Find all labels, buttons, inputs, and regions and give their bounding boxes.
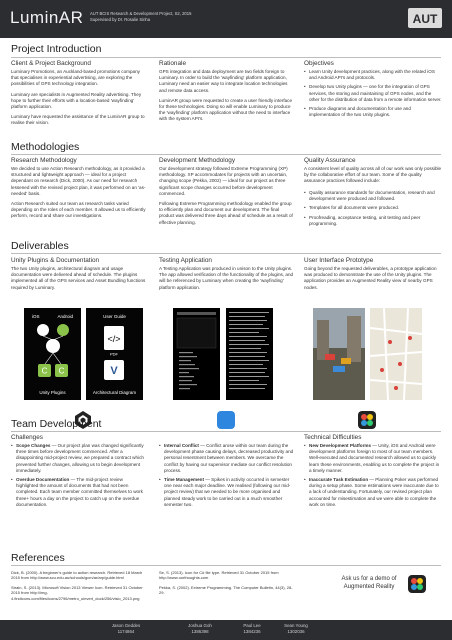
- list-item: • Learn Unity development practices, along with the related iOS and Android API's and protocols.: [304, 69, 442, 81]
- list-item: [304, 477, 442, 508]
- challenge-keyword: Internal Conflict: [164, 443, 199, 448]
- development-paragraph: Our development strategy followed Extreme Programming (XP) methodology. XP accommodates for projects with an uncertain, changing scope (Pekka, 2002) — ideal for our project as three significant scope changes occurred before development commenced.: [159, 166, 288, 196]
- ar-app-icon: [358, 411, 376, 429]
- ar-demo-app-icon[interactable]: [408, 575, 426, 593]
- map-view-screenshot: [370, 308, 422, 400]
- quality-list: [304, 190, 442, 230]
- research-text: [11, 166, 146, 224]
- team-member: [96, 623, 156, 635]
- challenge-text: — Our project plan was changed significantly three times before development commenced. After a disappointing mid-project review, we prepared a contract which prevented further changes, allowing us to begin development immediately.: [16, 443, 144, 473]
- member-name: Joshua Goh: [188, 623, 212, 628]
- svg-text:V: V: [110, 365, 118, 377]
- list-item: • Templates for all documents were produced.: [304, 205, 442, 211]
- quality-heading: Quality Assurance: [304, 157, 356, 164]
- rationale-text: [159, 69, 294, 127]
- section-title-team: Team Development: [11, 418, 102, 430]
- section-title-deliverables: Deliverables: [11, 240, 69, 252]
- list-item: [159, 443, 297, 474]
- divider: [11, 154, 441, 155]
- ar-street-scene-icon: [313, 308, 365, 400]
- list-item: [159, 477, 297, 508]
- research-paragraph: Action Research suited our team as research tasks varied depending on the roles of each member. It allowed us to efficiently perform, record and share our investigations.: [11, 201, 146, 219]
- challenges-list-2: [159, 443, 297, 511]
- architectural-diagram-label: Architectural Diagram: [92, 390, 137, 395]
- document-icon: [100, 326, 128, 386]
- testing-app-log-screenshot: [226, 308, 273, 400]
- quality-intro: A consistent level of quality across all of our work was only possible by the collaborative effort of our team. Some of the quality assurance practices followed include:: [304, 166, 442, 184]
- divider: [11, 253, 441, 254]
- ar-app-glyph-icon: [358, 411, 376, 429]
- prototype-heading: User Interface Prototype: [304, 257, 374, 264]
- section-title-references: References: [11, 552, 65, 564]
- subtitle-line-2: Supervised by Dr. Rosalie Sinha: [90, 17, 151, 22]
- brand-title: LuminAR: [10, 8, 84, 27]
- header-bar: [0, 0, 452, 38]
- research-paragraph: We decided to use Action Research methodology, as it provided a structured and lightweight approach — ideal for a project dependant on research (Dick, 2000). As our need for research lessened with the revised project plan, it was performed on an 'as-needed' basis.: [11, 166, 146, 196]
- testing-text: A Testing Application was produced in unison to the Unity plugins. The app allowed verification of the functionality of the plugins, and will be referenced by Luminary when creating the 'wayfinding' platform application.: [159, 266, 294, 290]
- development-paragraph: Following Extreme Programming methodology enabled the group to efficiently plan and document our development. The final product was delivered three days ahead of schedule as a result of effective planning.: [159, 201, 293, 225]
- svg-text:C: C: [41, 366, 48, 376]
- challenge-text: — Spikes in activity occurred in semester one near each major deadline. We realised (following our mid-project review) that we needed to be more organised and planned steady work to be carried out in a much smoother semester two.: [164, 477, 291, 507]
- objectives-list: [304, 69, 442, 121]
- challenge-keyword: Scope Changes: [16, 443, 51, 448]
- challenge-keyword: Overdue Documentation: [16, 477, 70, 483]
- ios-label: iOS: [32, 314, 40, 319]
- svg-text:C: C: [58, 366, 65, 376]
- member-name: Sean Young: [284, 623, 308, 628]
- member-id: 1384236: [243, 629, 261, 634]
- divider: [11, 431, 441, 432]
- testing-app-screenshot: [173, 308, 220, 400]
- unity-plugins-label: Unity Plugins: [39, 390, 66, 395]
- technical-text: — Planning Poker was performed during a setup phase. Some estimations were inaccurate due to a lack of understanding. Fortunately, our revised project plan accounted for misestimation and we were able to complete the work on time.: [309, 477, 439, 507]
- technical-keyword: Inaccurate Task Estimation: [309, 477, 369, 483]
- list-item: • Develop two Unity plugins — one for the integration of GPS services, the storing and maintaining of GPS nodes, and the other for the distribution of data from a remote information server.: [304, 84, 442, 103]
- plugins-heading: Unity Plugins & Documentation: [11, 257, 100, 264]
- testing-heading: Testing Application: [159, 257, 212, 264]
- reference-item: Strain, S. (2013). Microsoft Vision 2013 Viewer Icon. Retrieved 31 October 2015 from http://img-4.findicons.com/files/icons/2796/metro_uinvert_dock/256/visio_2013.png: [11, 584, 143, 601]
- background-paragraph: Luminary are specialists in Augmented Reality advertising. They hope to further their efforts with a location-based 'wayfinding' platform application.: [11, 91, 142, 110]
- list-item: [11, 477, 146, 508]
- unity-plugins-panel: [24, 308, 81, 400]
- user-guide-label: User Guide: [103, 314, 126, 319]
- rationale-heading: Rationale: [159, 60, 187, 67]
- documentation-panel: [86, 308, 143, 400]
- research-heading: Research Methodology: [11, 157, 77, 164]
- reference-item: Pekka, S. (2002). Extreme Programming. The Computer Bulletin, 44(3), 28-29.: [159, 584, 293, 596]
- member-id: 1386398: [191, 629, 209, 634]
- challenges-heading: Challenges: [11, 434, 43, 441]
- pdf-label: PDF: [110, 351, 118, 357]
- project-subtitle: [90, 11, 270, 23]
- member-id: 1174864: [117, 629, 135, 634]
- technical-heading: Technical Difficulties: [304, 434, 362, 441]
- section-title-methodologies: Methodologies: [11, 141, 80, 153]
- background-heading: Client & Project Background: [11, 60, 91, 67]
- development-text: [159, 166, 294, 230]
- references-col-1: [11, 570, 151, 605]
- list-item: [304, 443, 442, 474]
- ar-view-screenshot: [313, 308, 365, 400]
- challenge-text: — Conflict arose within our team during the development phase causing delays, decreased productivity and personal resentment between members. We overcame the conflict by having our supervisor mediate our conflict resolution process.: [164, 443, 294, 473]
- divider: [11, 57, 441, 58]
- objectives-heading: Objectives: [304, 60, 334, 67]
- background-text: [11, 69, 146, 131]
- demo-callout: Ask us for a demo of Augmented Reality: [341, 576, 397, 590]
- subtitle-line-1: AUT BCIS Research & Development Project, S2, 2015: [90, 11, 192, 16]
- technical-list: [304, 443, 442, 511]
- references-col-2: [159, 570, 297, 600]
- map-icon: [370, 308, 422, 400]
- aut-logo-icon: [408, 8, 442, 28]
- list-item: • Quality assurance standards for documentation, research and development were produced and followed.: [304, 190, 442, 202]
- rationale-paragraph: LuminAR group were requested to create a user friendly interface for these technologies. Doing so will enable Luminary to produce the 'wayfinding' platform application without the need to interface with the system API's.: [159, 97, 293, 122]
- plugins-text: The two Unity plugins, architectural diagram and usage documentation were delivered ahead of schedule. The plugins implemented all of the GPS services and Asset Bundling functions required by Luminary.: [11, 266, 146, 290]
- team-member: [170, 623, 230, 635]
- member-id: 1302036: [287, 629, 305, 634]
- logo-text: AUT: [412, 12, 438, 26]
- ar-demo-glyph-icon: [408, 575, 426, 593]
- android-label: Android: [57, 314, 73, 319]
- list-item: • Proofreading, acceptance testing, unit testing and peer programming.: [304, 215, 442, 227]
- divider: [11, 565, 441, 566]
- technical-keyword: New Development Platforms: [309, 443, 372, 448]
- svg-text:</>: </>: [107, 334, 121, 344]
- technical-text: — Unity, iOS and Android were development platforms foreign to most of our team members. Well-executed and documented research allowed us to quickly learn these environments, enabling us to complete the project in a timely manner.: [309, 443, 440, 473]
- list-item: [11, 443, 146, 474]
- testing-app-icon: [217, 411, 235, 429]
- prototype-text: Going beyond the requested deliverables, a prototype application was produced to demonstrate the use of the Unity plugins. The application provides an Augmented Reality view of nearby GPS nodes.: [304, 266, 437, 290]
- background-paragraph: Luminary have requested the assistance of the LuminAR group to realise their vision.: [11, 114, 145, 126]
- team-member: [266, 623, 326, 635]
- challenges-list: [11, 443, 146, 511]
- plugins-diagram-icon: [33, 322, 73, 382]
- development-heading: Development Methodology: [159, 157, 236, 164]
- footer-bar: [0, 620, 452, 640]
- background-paragraph: Luminary Promotions, an Auckland-based promotions company that specialises in experiential advertising, are exploring the possibilities of GPS technology integration.: [11, 69, 140, 87]
- challenge-keyword: Time Management: [164, 477, 204, 483]
- reference-item: Dick, B. (2000). A beginner's guide to action research. Retrieved 18 March 2015 from http://www.scu.edu.au/schools/gcm/ar/arp/guide.html: [11, 570, 143, 581]
- member-name: Paul Lee: [243, 623, 261, 628]
- reference-item: Se, S. (2013). Icon for C# file type. Retrieved 31 October 2015 from http://www.ourthoughts.com: [159, 570, 279, 581]
- testing-log-ui-icon: [226, 308, 273, 400]
- list-item: • Produce diagrams and documentation for use and implementation of the two Unity plugins.: [304, 106, 442, 118]
- member-name: Jason Geddes: [111, 623, 141, 628]
- testing-app-ui-icon: [173, 308, 220, 400]
- challenge-text: — The mid-project review highlighted the amount of documents that had not been completed. Each team member committed themselves to work three+ hours a day on the project to catch up on the overdue documentation.: [16, 477, 143, 507]
- section-title-introduction: Project Introduction: [11, 43, 102, 55]
- rationale-paragraph: GPS integration and data deployment are two fields foreign to Luminary. In order to build the 'wayfinding' platform application, Luminary need an easier way to integrate location technologies and remote data access.: [159, 69, 288, 93]
